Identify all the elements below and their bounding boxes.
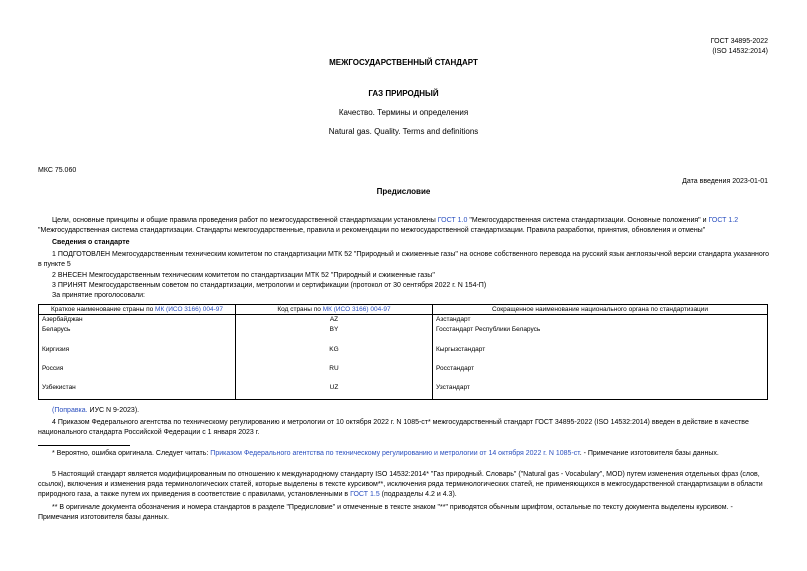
table-row [39, 345, 768, 364]
paragraph-goals [38, 216, 770, 236]
col-header-country [39, 305, 236, 315]
paragraph-goals-text: Цели, основные принципы и общие правила проведения работ по межгосударственной стандартизации установлены [52, 217, 438, 224]
paragraph-goals-text-2: "Межгосударственная система стандартизации. Основные положения" и [467, 217, 709, 224]
cell-organ: Госстандарт Республики Беларусь [433, 325, 768, 345]
standard-info-title: Сведения о стандарте [52, 239, 130, 246]
table-row [39, 315, 768, 325]
document-code [711, 37, 768, 57]
cell-organ: Азстандарт [433, 315, 768, 325]
footnote-2: ** В оригинале документа обозначения и номера стандартов в разделе "Предисловие" и отмеченные в тексте знаком "**" приводятся обычным шрифтом, остальные по тексту документа выделены курсивом. - Примечания изготовителя базы данных. [38, 504, 733, 521]
cell-organ: Росстандарт [433, 364, 768, 383]
cell-organ: Узстандарт [433, 383, 768, 400]
page-title: ГАЗ ПРИРОДНЫЙ [368, 89, 439, 98]
col-header-code [236, 305, 433, 315]
amendment-text: ИУС N 9-2023). [87, 407, 140, 414]
mks-code: МКС 75.060 [38, 167, 77, 174]
cell-code: KG [236, 345, 433, 364]
cell-country: Азербайджан [39, 315, 236, 325]
doc-type-heading: МЕЖГОСУДАРСТВЕННЫЙ СТАНДАРТ [329, 58, 478, 67]
paragraph-goals-text-3: "Межгосударственная система стандартизации. Стандарты межгосударственные, правила и рекомендации по межгосударственной стандартизации. Правила разработки, принятия, обновления и отмены" [38, 227, 706, 234]
table-row [39, 364, 768, 383]
cell-country: Узбекистан [39, 383, 236, 400]
intro-date: Дата введения 2023-01-01 [682, 178, 768, 185]
paragraph-prepared: 1 ПОДГОТОВЛЕН Межгосударственным техническим комитетом по стандартизации МТК 52 "Природный и сжиженные газы" на основе собственного перевода на русский язык англоязычной версии стандарта указанного в пункте 5 [38, 251, 770, 268]
iso-number: (ISO 14532:2014) [712, 48, 768, 55]
cell-code: UZ [236, 383, 433, 400]
order-link[interactable]: Приказом Федерального агентства по техническому регулированию и метрологии от 14 октября 2022 г. N 1085-ст [210, 450, 580, 457]
subtitle-en: Natural gas. Quality. Terms and definitions [328, 127, 479, 136]
footnote-1 [52, 450, 719, 457]
amendment-note [52, 407, 139, 414]
paragraph-modified-text-2: (подразделы 4.2 и 4.3). [379, 491, 457, 498]
subtitle-ru: Качество. Термины и определения [338, 108, 469, 117]
cell-code: BY [236, 325, 433, 345]
footnote-divider [38, 445, 130, 446]
amendment-link[interactable]: (Поправка. [52, 407, 88, 414]
paragraph-voted: За принятие проголосовали: [52, 292, 145, 299]
footnote-1-text-2: . - Примечание изготовителя базы данных. [579, 450, 719, 457]
voting-table [38, 304, 768, 400]
gost-1-5-link[interactable]: ГОСТ 1.5 [350, 491, 380, 498]
gost-1-2-link[interactable]: ГОСТ 1.2 [708, 217, 739, 224]
mk-iso-link-2[interactable]: МК (ИСО 3166) 004-97 [322, 306, 391, 313]
footnote-1-text: * Вероятно, ошибка оригинала. Следует читать: [52, 450, 211, 457]
paragraph-modified-text: 5 Настоящий стандарт является модифицированным по отношению к международному стандарту ISO 14532:2014* "Газ природный. Словарь" ("Natural gas - Vocabulary", MOD) путем изменения отдельных фраз (слов, ссылок), включения и изменения ряда терминологических статей, которые выделены в тексте курсивом**, исключения ряда терминологических статей, не применяющихся в межгосударственной стандартизации в области природного газа, а также путем их приведения в соответствие с правилами, установленными в [38, 471, 763, 498]
col-header-code-text: Код страны по [277, 306, 323, 313]
gost-number: ГОСТ 34895-2022 [710, 38, 768, 45]
table-row [39, 325, 768, 345]
table-row [39, 383, 768, 400]
cell-country: Беларусь [39, 325, 236, 345]
col-header-country-text: Краткое наименование страны по [51, 306, 156, 313]
paragraph-adopted: 3 ПРИНЯТ Межгосударственным советом по стандартизации, метрологии и сертификации (протокол от 30 сентября 2022 г. N 154-П) [52, 282, 487, 289]
mk-iso-link-1[interactable]: МК (ИСО 3166) 004-97 [155, 306, 223, 313]
cell-organ: Кыргызстандарт [433, 345, 768, 364]
paragraph-submitted: 2 ВНЕСЕН Межгосударственным техническим комитетом по стандартизации МТК 52 "Природный и сжиженные газы" [52, 272, 435, 279]
paragraph-modified [38, 470, 770, 500]
col-header-organ: Сокращенное наименование национального органа по стандартизации [433, 305, 768, 315]
cell-country: Киргизия [39, 345, 236, 364]
cell-code: RU [236, 364, 433, 383]
paragraph-order: 4 Приказом Федерального агентства по техническому регулированию и метрологии от 10 октября 2022 г. N 1085-ст* межгосударственный стандарт ГОСТ 34895-2022 (ISO 14532:2014) введен в действие в качестве национального стандарта Российской Федерации с 1 января 2023 г. [38, 419, 749, 436]
foreword-title: Предисловие [376, 187, 431, 196]
cell-country: Россия [39, 364, 236, 383]
gost-1-0-link[interactable]: ГОСТ 1.0 [437, 217, 468, 224]
table-header-row [39, 305, 768, 315]
cell-code: AZ [236, 315, 433, 325]
